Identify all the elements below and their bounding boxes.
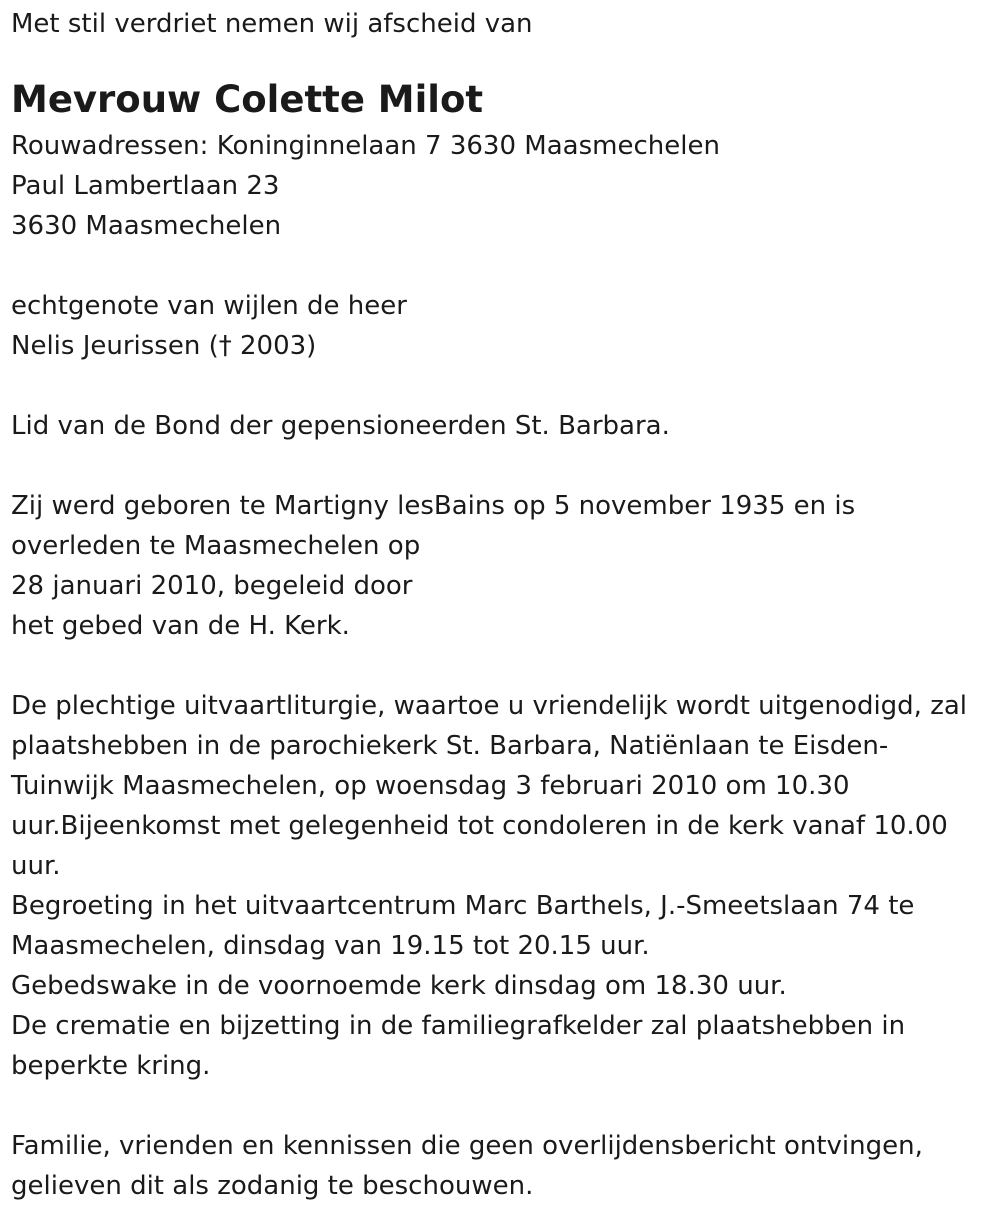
funeral-line: De crematie en bijzetting in de familiegrafkelder zal plaatshebben in	[11, 1011, 906, 1041]
address-line: Paul Lambertlaan 23	[11, 171, 280, 201]
birth-death-line: Zij werd geboren te Martigny lesBains op 5 november 1935 en is	[11, 491, 856, 521]
cross-icon: †	[218, 331, 232, 361]
spacer	[11, 366, 996, 406]
spacer	[11, 446, 996, 486]
funeral-line: De plechtige uitvaartliturgie, waartoe u vriendelijk wordt uitgenodigd, zal	[11, 691, 968, 721]
membership-text: Lid van de Bond der gepensioneerden St. Barbara.	[11, 411, 670, 441]
spacer	[11, 646, 996, 686]
funeral-line: plaatshebben in de parochiekerk St. Barbara, Natiënlaan te Eisden-	[11, 731, 889, 761]
spouse-name-line	[11, 326, 996, 366]
address-line: Rouwadressen: Koninginnelaan 7 3630 Maasmechelen	[11, 131, 720, 161]
birth-death-line: het gebed van de H. Kerk.	[11, 611, 350, 641]
closing-line: Familie, vrienden en kennissen die geen overlijdensbericht ontvingen,	[11, 1131, 923, 1161]
intro-text: Met stil verdriet nemen wij afscheid van	[11, 9, 533, 39]
spacer	[11, 246, 996, 286]
birth-death-line: overleden te Maasmechelen op	[11, 531, 421, 561]
funeral-line: Maasmechelen, dinsdag van 19.15 tot 20.15 uur.	[11, 931, 650, 961]
spouse-death-year: 2003)	[231, 331, 317, 361]
funeral-line: Tuinwijk Maasmechelen, op woensdag 3 februari 2010 om 10.30	[11, 771, 850, 801]
funeral-line: Gebedswake in de voornoemde kerk dinsdag om 18.30 uur.	[11, 971, 787, 1001]
funeral-line: uur.Bijeenkomst met gelegenheid tot condoleren in de kerk vanaf 10.00	[11, 811, 948, 841]
spacer	[11, 1086, 996, 1126]
deceased-name: Mevrouw Colette Milot	[11, 78, 484, 121]
closing-line: gelieven dit als zodanig te beschouwen.	[11, 1171, 534, 1201]
spouse-intro: echtgenote van wijlen de heer	[11, 291, 407, 321]
birth-death-line: 28 januari 2010, begeleid door	[11, 571, 413, 601]
address-line: 3630 Maasmechelen	[11, 211, 282, 241]
obituary-notice	[11, 4, 996, 1206]
spouse-name: Nelis Jeurissen (	[11, 331, 219, 361]
funeral-line: uur.	[11, 851, 61, 881]
funeral-line: Begroeting in het uitvaartcentrum Marc Barthels, J.-Smeetslaan 74 te	[11, 891, 915, 921]
funeral-line: beperkte kring.	[11, 1051, 211, 1081]
